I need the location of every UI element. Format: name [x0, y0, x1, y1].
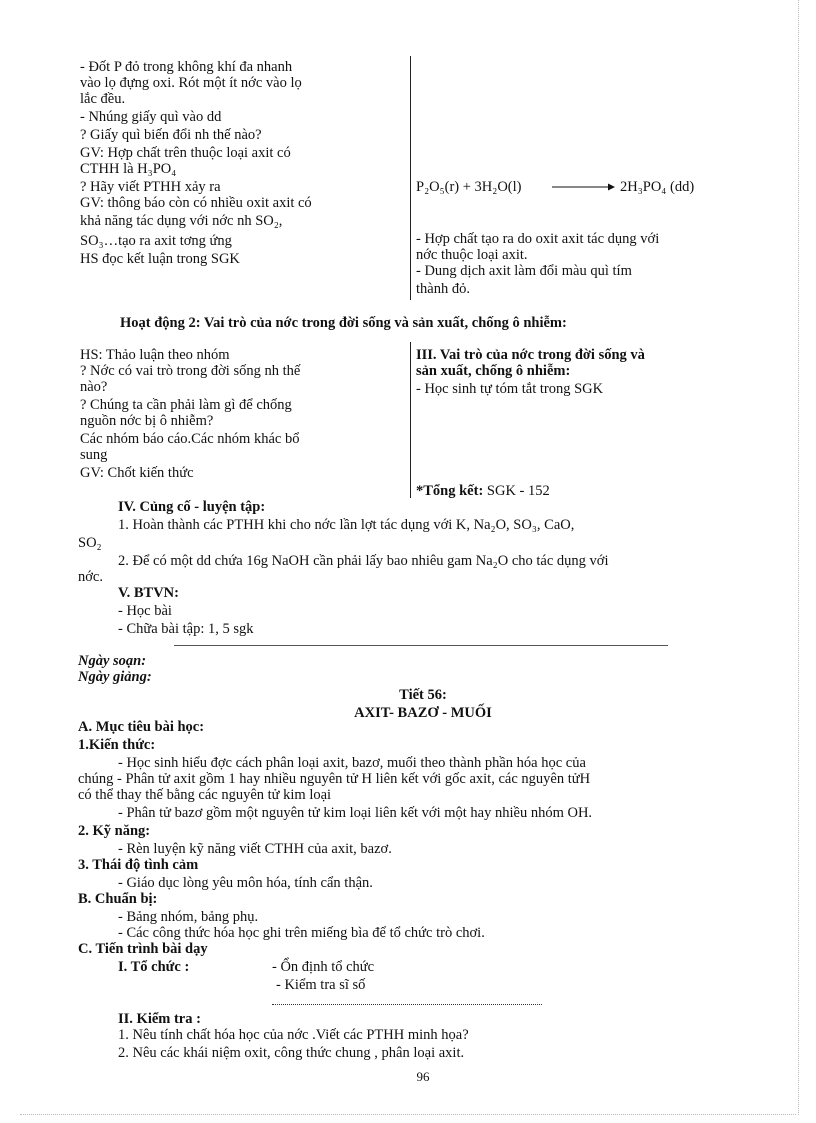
summary [416, 484, 550, 498]
skills-line: - Rèn luyện kỹ năng viết CTHH của axit, bazơ. [118, 841, 392, 857]
section-divider [174, 645, 668, 646]
dotted-fill-line [272, 1004, 542, 1005]
org-item-1: - Kiểm tra sĩ số [276, 977, 366, 993]
s2-left-5: Các nhóm báo cáo.Các nhóm khác bổ [80, 431, 300, 447]
s1-left-1: vào lọ đựng oxi. Rót một ít nớc vào lọ [80, 75, 302, 91]
s2-left-7: GV: Chốt kiến thức [80, 465, 194, 481]
summary-value: SGK - 152 [486, 483, 550, 499]
s3-body: - Học sinh tự tóm tắt trong SGK [416, 381, 604, 397]
s1-right-1: nớc thuộc loại axit. [416, 247, 528, 263]
preparation-title: B. Chuẩn bị: [78, 891, 158, 907]
page-number: 96 [416, 1069, 430, 1084]
s1-right-2: - Dung dịch axit làm đổi màu quì tím [416, 263, 632, 279]
skills-title: 2. Kỹ năng: [78, 823, 151, 839]
reaction-right: 2H₃PO₄ (dd) [620, 179, 695, 195]
knowledge-line-0: - Học sinh hiểu đợc cách phân loại axit, bazơ, muối theo thành phần hóa học của [118, 755, 586, 771]
s1-left-10: SO₃…tạo ra axit tơng ứng [80, 233, 232, 249]
s1-left-3: - Nhúng giấy quì vào dd [80, 109, 222, 125]
s1-right-3: thành đỏ. [416, 281, 470, 297]
process-title: C. Tiến trình bài dạy [78, 941, 208, 957]
knowledge-line-2: có thể thay thế bằng các nguyên tử kim loại [78, 787, 332, 803]
summary-label: *Tổng kết: [416, 483, 484, 499]
check-title: II. Kiểm tra : [118, 1011, 201, 1027]
consolidation-q1-line2: SO₂ [78, 535, 102, 551]
s1-right-0: - Hợp chất tạo ra do oxit axit tác dụng với [416, 231, 660, 247]
homework-item-1: - Chữa bài tập: 1, 5 sgk [118, 621, 254, 637]
objectives-heading: A. Mục tiêu bài học: [78, 719, 205, 735]
knowledge-line-3: - Phân tử bazơ gồm một nguyên tử kim loại liên kết với một hay nhiều nhóm OH. [118, 805, 593, 821]
org-label: I. Tổ chức : [118, 959, 190, 975]
lesson-title: AXIT- BAZƠ - MUỐI [354, 705, 492, 721]
s1-left-9: khả năng tác dụng với nớc nh SO₂, [80, 213, 283, 229]
s2-left-6: sung [80, 447, 108, 463]
attitude-line: - Giáo dục lòng yêu môn hóa, tính cẩn thận. [118, 875, 373, 891]
s3-title-1: sản xuất, chống ô nhiễm: [416, 363, 571, 379]
date-teach: Ngày giảng: [78, 669, 152, 685]
attitude-title: 3. Thái độ tình cảm [78, 857, 199, 873]
page-bottom-border [20, 1114, 796, 1115]
activity2-heading: Hoạt động 2: Vai trò của nớc trong đời sống và sản xuất, chống ô nhiễm: [120, 315, 567, 331]
s2-left-4: nguồn nớc bị ô nhiễm? [80, 413, 214, 429]
s1-left-8: GV: thông báo còn có nhiều oxit axit có [80, 195, 312, 211]
date-prep: Ngày soạn: [78, 653, 147, 669]
s1-left-6: CTHH là H₃PO₄ [80, 161, 177, 177]
reaction-arrow [550, 182, 616, 192]
page-right-border [798, 0, 799, 1115]
homework-item-0: - Học bài [118, 603, 172, 619]
preparation-item-1: - Các công thức hóa học ghi trên miếng bìa để tổ chức trò chơi. [118, 925, 485, 941]
s1-left-11: HS đọc kết luận trong SGK [80, 251, 240, 267]
s2-left-0: HS: Thảo luận theo nhóm [80, 347, 230, 363]
s1-left-2: lắc đều. [80, 91, 126, 107]
s2-left-3: ? Chúng ta cần phải làm gì để chống [80, 397, 292, 413]
consolidation-q1-line1: 1. Hoàn thành các PTHH khi cho nớc lần lợt tác dụng với K, Na₂O, SO₃, CaO, [118, 517, 575, 533]
s3-title-0: III. Vai trò của nớc trong đời sống và [416, 347, 645, 363]
knowledge-line-1: chúng - Phân tử axit gồm 1 hay nhiều nguyên tử H liên kết với gốc axit, các nguyên tửH [78, 771, 591, 787]
s2-left-2: nào? [80, 379, 108, 395]
table2-divider [410, 342, 411, 498]
s1-left-7: ? Hãy viết PTHH xảy ra [80, 179, 221, 195]
reaction-left: P₂O₅(r) + 3H₂O(l) [416, 179, 522, 195]
lesson-number: Tiết 56: [399, 687, 447, 703]
table-divider [410, 56, 411, 300]
s1-left-0: - Đốt P đỏ trong không khí đa nhanh [80, 59, 293, 75]
knowledge-title: 1.Kiến thức: [78, 737, 156, 753]
preparation-item-0: - Bảng nhóm, bảng phụ. [118, 909, 259, 925]
consolidation-q2-line1: 2. Để có một dd chứa 16g NaOH cần phải lấy bao nhiêu gam Na₂O cho tác dụng với [118, 553, 609, 569]
s1-left-4: ? Giấy quì biến đổi nh thế nào? [80, 127, 262, 143]
org-item-0: - Ổn định tổ chức [272, 959, 375, 975]
check-item-0: 1. Nêu tính chất hóa học của nớc .Viết các PTHH minh họa? [118, 1027, 469, 1043]
check-item-1: 2. Nêu các khái niệm oxit, công thức chung , phân loại axit. [118, 1045, 465, 1061]
consolidation-title: IV. Củng cố - luyện tập: [118, 499, 266, 515]
s1-left-5: GV: Hợp chất trên thuộc loại axit có [80, 145, 291, 161]
s2-left-1: ? Nớc có vai trò trong đời sống nh thế [80, 363, 301, 379]
homework-title: V. BTVN: [118, 585, 179, 601]
consolidation-q2-line2: nớc. [78, 569, 103, 585]
